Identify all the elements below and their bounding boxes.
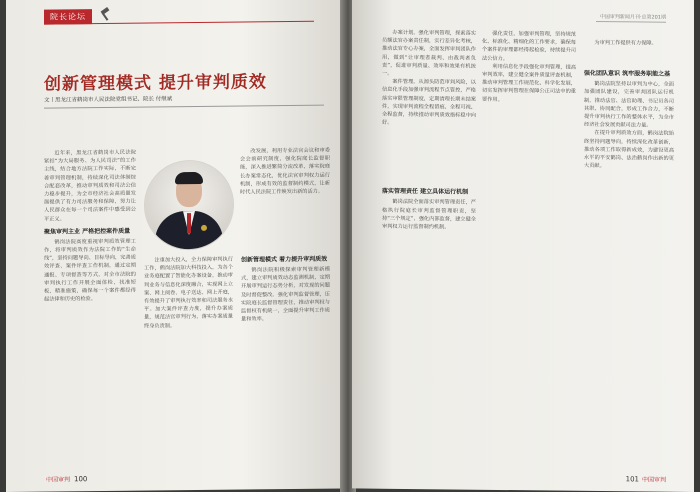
body-paragraph: 为审判工作提供有力保障。 xyxy=(594,39,657,47)
subhead-3: 落实管理责任 建立具体运行机制 xyxy=(382,188,469,197)
body-paragraph: 案件管理，从源头防范审判风险，以信息化手段加强审判流程节点管控，严格落实审限管理制度，定期清理长期未结案件，实现审判流程全程留痕、全程可视、全程监督，持续推动审判质效指标稳中向好。 xyxy=(382,79,476,127)
gavel-icon xyxy=(98,7,112,21)
folio-brand: 中国审判 xyxy=(46,476,71,484)
intro-paragraph: 近年来，黑龙江省鹤岗市人民法院紧扣“为大局服务、为人民司法”的工作主线，结合地方法院工作实际，不断完善审判管理机制，持续深化司法体制综合配套改革，推动审判质效和司法公信力稳步提升，为全市经济社会高质量发展提供了有力司法服务和保障，努力让人民群众在每一个司法案件中感受到公平正义。 xyxy=(44,149,136,223)
column-1 xyxy=(44,149,136,304)
section-tag: 院长论坛 xyxy=(44,9,92,25)
subhead-2: 创新管理模式 着力提升审判质效 xyxy=(241,255,328,264)
body-paragraph: 强化责任，加强审判管理，坚持规范化、标准化、精细化的工作要求，确保每个案件的审理都经得起检验，持续提升司法公信力。 xyxy=(482,30,576,62)
page-number: 101 xyxy=(625,475,639,484)
running-header: 中国审判新闻月刊·总第201期 xyxy=(599,14,666,21)
body-paragraph: 注重加大投入，全力保障审判执行工作，鹤岗法院加大科技投入，为各个业务庭配置了智能化办案设备，推动审判业务与信息化深度融合，实现网上立案、网上阅卷、电子送达、网上开庭，有效提升了审判执行效率和司法服务水平。加大案件评查力度，提升办案质量，规范法官审判行为，落实办案质量终身负责制。 xyxy=(144,256,233,330)
body-paragraph: 在提升审判质效方面，鹤岗法院始终坚持问题导向，持续深化改革创新，推动各项工作取得新成效，为建设更高水平的平安鹤岗、法治鹤岗作出新的更大贡献。 xyxy=(584,130,674,170)
header-rule xyxy=(596,21,666,23)
body-paragraph: 鹤岗法院积极探索审判管理新模式，建立审判质效动态监测机制，定期开展审判运行态势分析，对发现的问题及时督促整改。强化审判监督管理，压实院庭长监督管理责任，推动审判权与监督权有机统一，全面提升审判工作质量和效率。 xyxy=(241,266,330,323)
page-number: 100 xyxy=(74,475,88,484)
column-2-top xyxy=(240,147,330,197)
column-3 xyxy=(382,29,476,232)
body-paragraph: 鹤岗法院全面落实审判管理责任，严格执行院庭长审判监督管理职责，坚持“三个规定”，强化内部监督，建立健全审判权力运行监督制约机制。 xyxy=(382,199,476,231)
left-page xyxy=(6,0,344,492)
article-title: 创新管理模式 提升审判质效 xyxy=(44,72,267,95)
column-5 xyxy=(584,39,674,171)
subhead-4: 强化团队意识 筑牢服务职能之基 xyxy=(584,70,671,78)
column-2 xyxy=(144,255,330,331)
page-folio-right xyxy=(626,474,666,483)
author-photo xyxy=(144,160,234,251)
body-paragraph: 利用信息化手段强化审判管理，提高审判效率，建立健全案件质量评查机制，推动审判管理工作规范化、科学化发展，切实发挥审判管理在保障公正司法中的重要作用。 xyxy=(482,63,576,103)
subhead-1: 聚焦审判主业 严格把控案件质量 xyxy=(44,227,131,236)
body-paragraph: 改发展，利用专业法官会议和审委会会前研究制度，强化院庭长监督职能，深入推进繁简分流改革，落实院庭长办案常态化，优化法官审判权力运行机制，形成有效的监督制约模式，让新时代人民法院工作焕发出新的活力。 xyxy=(240,147,330,196)
folio-brand: 中国审判 xyxy=(641,476,666,484)
right-page xyxy=(352,0,694,492)
page-folio-left xyxy=(46,474,87,483)
body-paragraph: 鹤岗法院坚持以审判为中心，全面加强团队建设，完善审判团队运行机制，推动法官、法官助理、书记员各司其职、协同配合，形成工作合力，不断提升审判执行工作的整体水平，为全市经济社会发展贡献司法力量。 xyxy=(584,81,674,129)
body-paragraph: 鹤岗法院高度重视审判质效管理工作，将审判质效作为法院工作的“生命线”，坚持问题导向、目标导向，完善质效评查、案件评查工作机制，通过定期通报、专项督查等方式，对全市法院的审判执行工作开展全面体检，找准短板，精准施策，确保每一个案件都经得起法律和历史的检验。 xyxy=(44,238,136,303)
column-4 xyxy=(482,30,576,105)
byline-divider xyxy=(44,105,324,109)
article-byline: 文丨黑龙江省鹤岗市人民法院党组书记、院长 付继斌 xyxy=(44,96,173,104)
body-paragraph: 办案计划，强化审判管理，探索落实员额法官办案责任制，实行差异化考核，推动法官专心办案，全面发挥审判团队作用，做到“让审理者裁判、由裁判者负责”，促进审判质量、效率和效果有机统一。 xyxy=(382,29,476,77)
